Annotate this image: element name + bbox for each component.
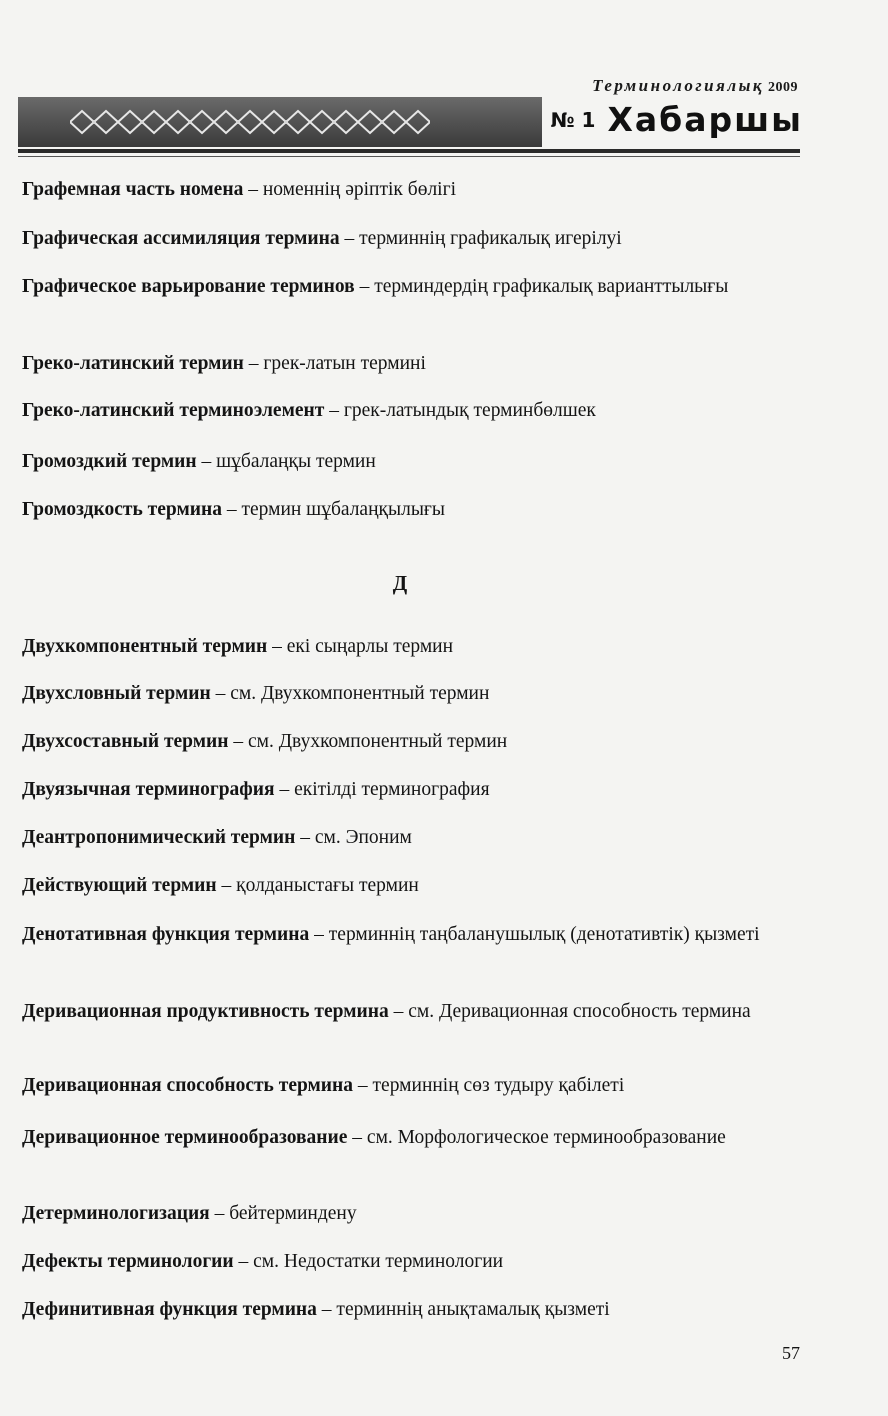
glossary-entry: [22, 728, 800, 756]
glossary-entry: [22, 680, 800, 708]
issue-number: № 1: [550, 108, 596, 132]
ornament-pattern-icon: [70, 105, 430, 139]
glossary-entry: [22, 448, 800, 476]
header-rule: [18, 149, 800, 153]
journal-title: [545, 100, 803, 139]
entry-definition: – см. Деривационная способность термина: [388, 1001, 751, 1022]
glossary-entry: [22, 350, 800, 378]
glossary-entry: [22, 921, 800, 949]
entry-definition: – термин шұбалаңқылығы: [221, 499, 446, 520]
entry-definition: – қолданыстағы термин: [216, 875, 419, 896]
glossary-entry: [22, 1248, 800, 1276]
entry-definition: – см. Эпоним: [295, 827, 412, 848]
entry-definition: – терминнің таңбаланушылық (денотативтік) қызметі: [309, 924, 760, 945]
glossary-entry: [22, 998, 800, 1026]
section-letter: Д: [392, 571, 408, 595]
entry-term: Дефинитивная функция термина: [22, 1299, 317, 1320]
glossary-entry: [22, 496, 800, 524]
glossary-entry: [22, 1072, 800, 1100]
entry-term: Деривационная способность термина: [22, 1075, 354, 1096]
entry-term: Деривационное терминообразование: [22, 1127, 348, 1148]
page-number: 57: [782, 1343, 800, 1363]
entry-term: Действующий термин: [22, 875, 217, 896]
entry-term: Греко-латинский терминоэлемент: [22, 400, 325, 421]
header-rule-thin: [18, 156, 800, 157]
entry-term: Греко-латинский термин: [22, 353, 244, 374]
entry-definition: – см. Недостатки терминологии: [233, 1251, 504, 1272]
entry-term: Двухсоставный термин: [22, 731, 229, 752]
glossary-entry: [22, 824, 800, 852]
entry-term: Деантропонимический термин: [22, 827, 296, 848]
glossary-entry: [22, 1296, 800, 1324]
entry-term: Двуязычная терминография: [22, 779, 275, 800]
entry-term: Громоздкий термин: [22, 451, 197, 472]
entry-definition: – грек-латын термині: [243, 353, 426, 374]
entry-term: Громоздкость термина: [22, 499, 222, 520]
glossary-entry: [22, 776, 800, 804]
entry-term: Деривационная продуктивность термина: [22, 1001, 389, 1022]
entry-term: Графемная часть номена: [22, 179, 244, 200]
entry-definition: – екітілді терминография: [274, 779, 490, 800]
glossary-entry: [22, 872, 800, 900]
glossary-entry: [22, 225, 800, 253]
entry-definition: – см. Двухкомпонентный термин: [228, 731, 508, 752]
entry-term: Детерминологизация: [22, 1203, 210, 1224]
glossary-entry: [22, 1124, 800, 1152]
entry-term: Денотативная функция термина: [22, 924, 310, 945]
journal-top-title: [540, 76, 798, 96]
entry-definition: – шұбалаңқы термин: [196, 451, 376, 472]
entry-definition: – терминнің анықтамалық қызметі: [316, 1299, 610, 1320]
entry-definition: – терминнің графикалық игерілуі: [339, 228, 622, 249]
glossary-entry: [22, 397, 800, 425]
entry-definition: – терминдердің графикалық варианттылығы: [354, 276, 729, 297]
entry-definition: – грек-латындық терминбөлшек: [324, 400, 596, 421]
entry-term: Графическое варьирование терминов: [22, 276, 355, 297]
glossary-entry: [22, 633, 800, 661]
glossary-entry: [22, 273, 800, 301]
entry-definition: – екі сыңарлы термин: [267, 636, 454, 657]
journal-name-line: Терминологиялық: [592, 76, 764, 95]
entry-term: Двухсловный термин: [22, 683, 211, 704]
entry-term: Дефекты терминологии: [22, 1251, 234, 1272]
entry-term: Графическая ассимиляция термина: [22, 228, 340, 249]
entry-term: Двухкомпонентный термин: [22, 636, 268, 657]
ornament-band: [18, 97, 542, 147]
glossary-entry: [22, 176, 800, 204]
entry-definition: – номеннің әріптік бөлігі: [243, 179, 457, 200]
entry-definition: – терминнің сөз тудыру қабілеті: [353, 1075, 625, 1096]
entry-definition: – бейтерминдену: [209, 1203, 357, 1224]
entry-definition: – см. Двухкомпонентный термин: [210, 683, 490, 704]
glossary-entry: [22, 1200, 800, 1228]
entry-definition: – см. Морфологическое терминообразование: [347, 1127, 726, 1148]
journal-name: Хабаршы: [607, 100, 803, 139]
journal-year: 2009: [768, 80, 798, 95]
